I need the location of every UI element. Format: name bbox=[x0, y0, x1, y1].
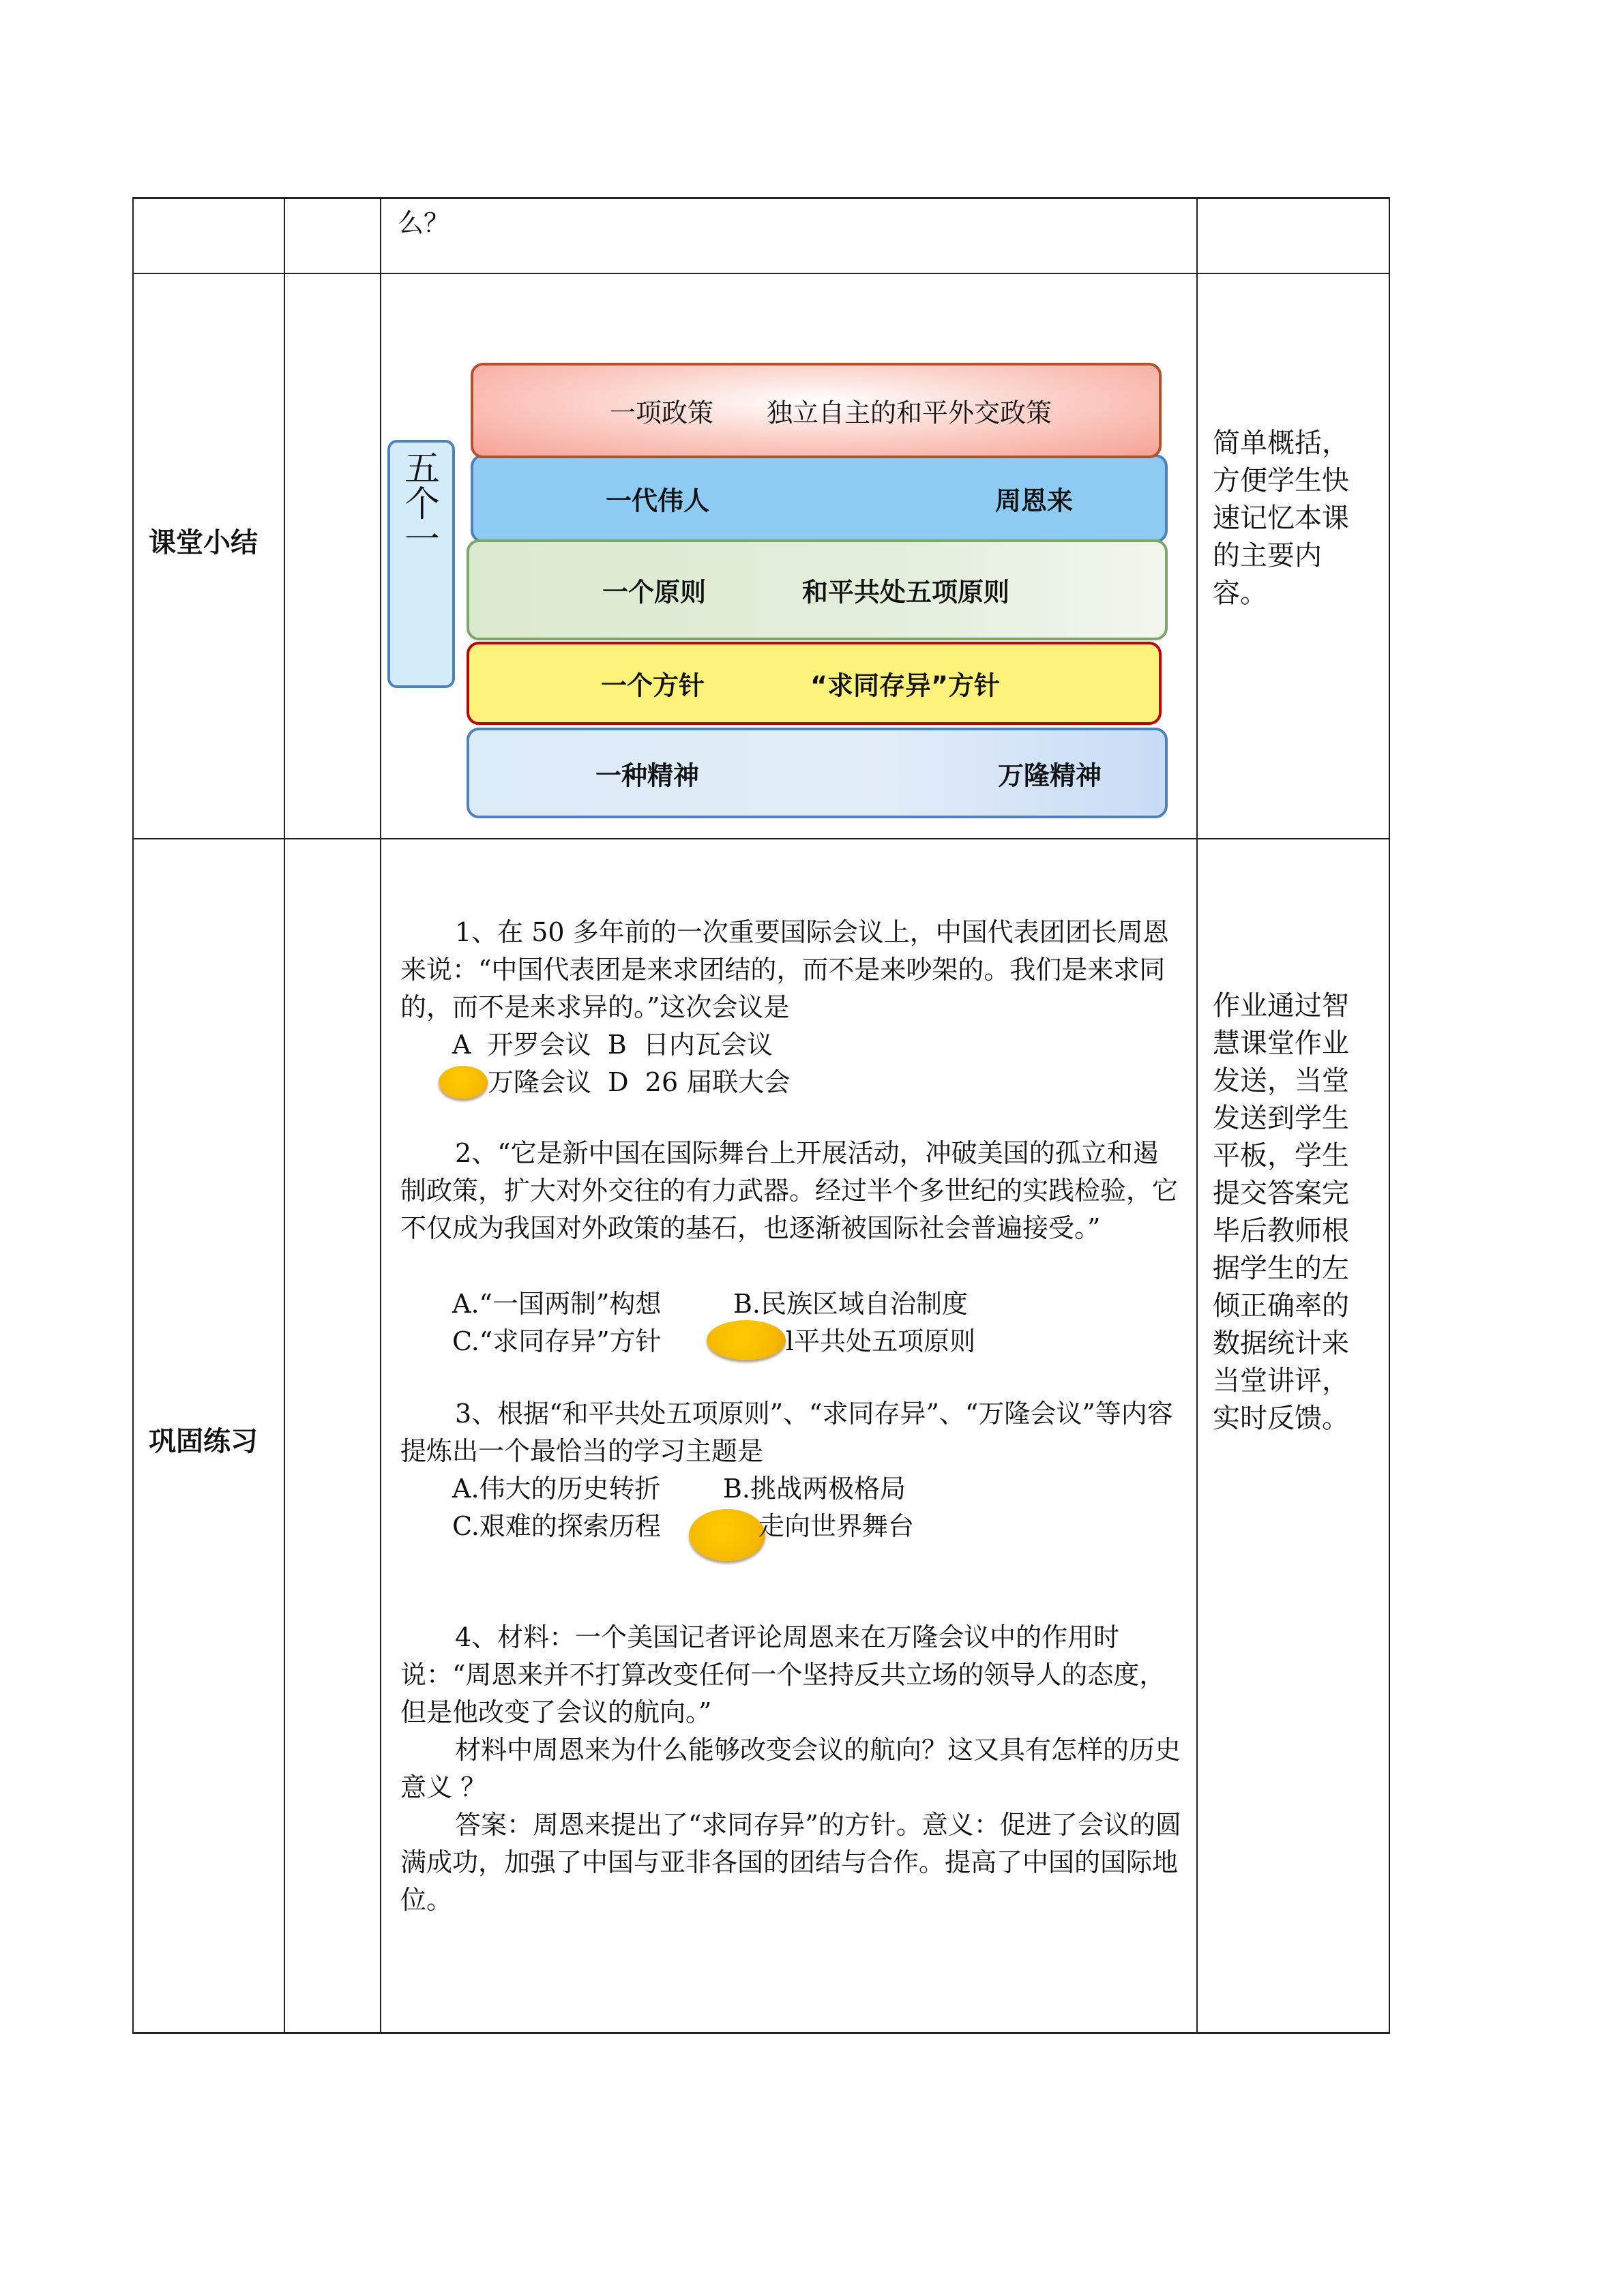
table-border-left bbox=[132, 197, 134, 2034]
q2-option-a: A.“一国两制”构想 bbox=[452, 1289, 662, 1319]
summary-item-value: 独立自主的和平外交政策 bbox=[767, 398, 1052, 428]
summary-item-value: 和平共处五项原则 bbox=[802, 577, 1010, 608]
summary-item-name: 一个原则 bbox=[602, 577, 707, 608]
q4-answer: 答案：周恩来提出了“求同存异”的方针。意义：促进了会议的圆满成功，加强了中国与亚非各国的团结与合作。提高了中国的国际地位。 bbox=[400, 1810, 1181, 1915]
five-ones-box bbox=[387, 440, 455, 688]
table-border-right bbox=[1389, 197, 1390, 2034]
q3-option-a: A.伟大的历史转折 bbox=[452, 1474, 661, 1504]
q2-stem: 2、“它是新中国在国际舞台上开展活动，冲破美国的孤立和遏制政策，扩大对外交往的有力武器。经过半个多世纪的实践检验，它不仅成为我国对外政策的基石，也逐渐被国际社会普遍接受。” bbox=[400, 1138, 1179, 1243]
q3-stem: 3、根据“和平共处五项原则”、“求同存异”、“万隆会议”等内容提炼出一个最恰当的学习主题是 bbox=[400, 1399, 1173, 1466]
table-col-line-3 bbox=[1196, 197, 1198, 2034]
summary-item-name: 一项政策 bbox=[610, 398, 714, 428]
practice-note: 作业通过智慧课堂作业发送，当堂发送到学生平板，学生提交答案完毕后教师根据学生的左倾正确率的数据统计来当堂讲评，实时反馈。 bbox=[1213, 990, 1349, 1434]
q1-stem: 1、在 50 多年前的一次重要国际会议上，中国代表团团长周恩来说：“中国代表团是来求团结的，而不是来吵架的。我们是来求同的，而不是来求异的。”这次会议是 bbox=[400, 917, 1169, 1022]
summary-bar-guideline bbox=[467, 642, 1162, 725]
q2-option-b: B.民族区域自治制度 bbox=[733, 1289, 969, 1319]
table-divider-2 bbox=[132, 838, 1390, 839]
summary-bar-leader bbox=[471, 454, 1168, 543]
summary-bar-policy bbox=[471, 363, 1162, 458]
q3-option-b: B.挑战两极格局 bbox=[723, 1474, 906, 1504]
table-col-line-2 bbox=[380, 197, 381, 2034]
table-divider-1 bbox=[132, 273, 1390, 274]
table-border-bottom bbox=[132, 2032, 1390, 2034]
q2-option-d: l平共处五项原则 bbox=[786, 1326, 976, 1356]
answer-marker-1 bbox=[439, 1066, 488, 1099]
q4-question: 材料中周恩来为什么能够改变会议的航向？这又具有怎样的历史意义 ？ bbox=[400, 1735, 1181, 1802]
summary-label: 课堂小结 bbox=[149, 527, 258, 558]
q3-option-d: 走向世界舞台 bbox=[758, 1511, 915, 1541]
q3-option-c: C.艰难的探索历程 bbox=[452, 1511, 661, 1541]
summary-item-name: 一代伟人 bbox=[606, 486, 710, 516]
continued-text: 么？ bbox=[398, 208, 450, 238]
answer-marker-3 bbox=[689, 1509, 765, 1561]
summary-note: 简单概括，方便学生快速记忆本课的主要内容。 bbox=[1213, 428, 1349, 609]
summary-bar-principle bbox=[467, 539, 1168, 640]
summary-item-value: 万隆精神 bbox=[998, 760, 1102, 790]
five-ones-title: 五个一 bbox=[398, 449, 439, 556]
q4-material: 4、材料：一个美国记者评论周恩来在万隆会议中的作用时说：“周恩来并不打算改变任何一个坚持反共立场的领导人的态度，但是他改变了会议的航向。” bbox=[400, 1622, 1166, 1727]
table-border-top bbox=[132, 197, 1390, 199]
practice-label: 巩固练习 bbox=[149, 1426, 258, 1457]
answer-marker-2 bbox=[707, 1320, 786, 1360]
table-col-line-1 bbox=[284, 197, 285, 2034]
summary-item-name: 一个方针 bbox=[601, 670, 705, 701]
summary-item-value: 周恩来 bbox=[995, 486, 1074, 516]
q2-option-c: C.“求同存异”方针 bbox=[452, 1326, 662, 1356]
q1-options-line1: A 开罗会议 B 日内瓦会议 bbox=[452, 1030, 773, 1060]
summary-item-name: 一种精神 bbox=[595, 760, 700, 790]
summary-bar-spirit bbox=[467, 728, 1168, 818]
summary-item-value: “求同存异”方针 bbox=[810, 670, 1000, 701]
q1-options-line2: 万隆会议 D 26 届联大会 bbox=[488, 1067, 791, 1097]
